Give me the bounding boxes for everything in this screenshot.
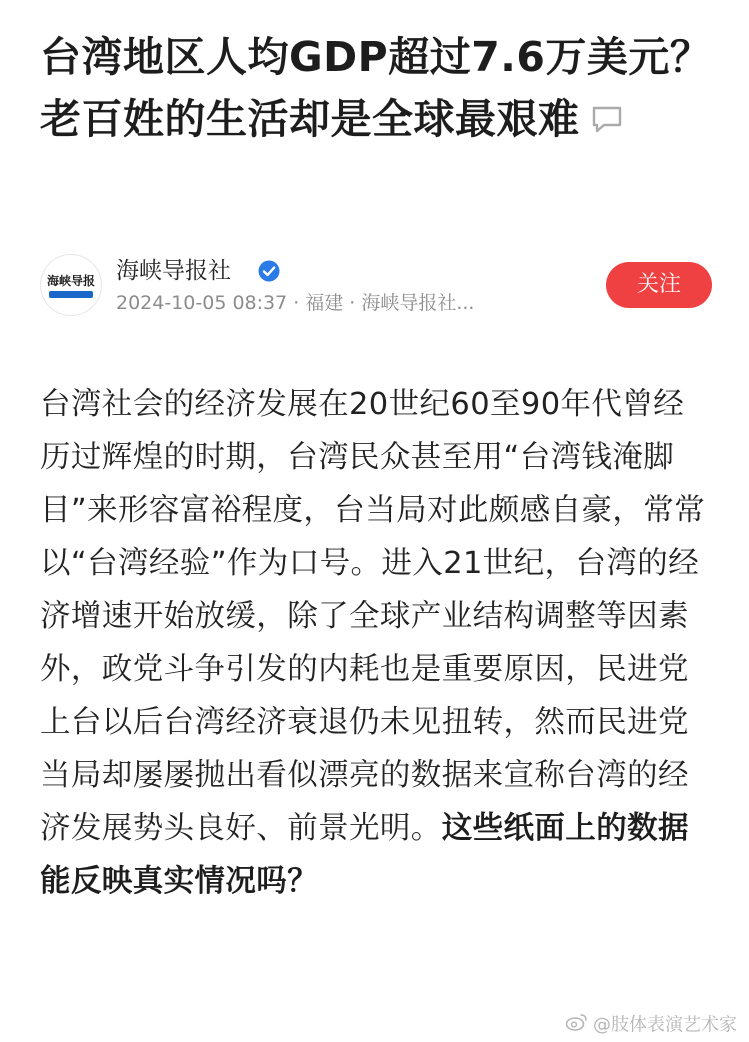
avatar-logo-band: [49, 291, 93, 298]
author-name[interactable]: 海峡导报社: [116, 258, 231, 284]
article-body-text: 台湾社会的经济发展在20世纪60至90年代曾经历过辉煌的时期，台湾民众甚至用“台湾钱淹脚目”来形容富裕程度，台当局对此颇感自豪，常常以“台湾经验”作为口号。进入21世纪，台湾的经济增速开始放缓，除了全球产业结构调整等因素外，政党斗争引发的内耗也是重要原因，民进党上台以后台湾经济衰退仍未见扭转，然而民进党当局却屡屡抛出看似漂亮的数据来宣称台湾的经济发展势头良好、前景光明。: [40, 387, 706, 846]
verified-badge-icon: [258, 260, 280, 282]
article-title-text: 台湾地区人均GDP超过7.6万美元？老百姓的生活却是全球最艰难: [40, 33, 712, 143]
watermark: [565, 1012, 737, 1039]
avatar-logo-text: 海峡导报: [46, 274, 95, 288]
publish-location: 福建: [305, 292, 344, 314]
meta-separator: ·: [293, 292, 300, 314]
article-title: [40, 26, 712, 150]
author-row: [40, 254, 712, 318]
publish-date: 2024-10-05 08:37: [116, 292, 288, 314]
source-name: 海峡导报社...: [361, 292, 475, 314]
author-meta: [116, 290, 474, 316]
author-avatar[interactable]: [40, 254, 102, 316]
weibo-icon: [565, 1012, 589, 1039]
follow-button[interactable]: 关注: [606, 262, 712, 308]
meta-separator: ·: [349, 292, 356, 314]
watermark-text: @肢体表演艺术家: [593, 1014, 737, 1036]
comment-icon[interactable]: [590, 88, 624, 150]
article-body-emphasis: 这些纸面上的数据能反映真实情况吗？: [40, 811, 689, 899]
article-body: [40, 378, 710, 908]
